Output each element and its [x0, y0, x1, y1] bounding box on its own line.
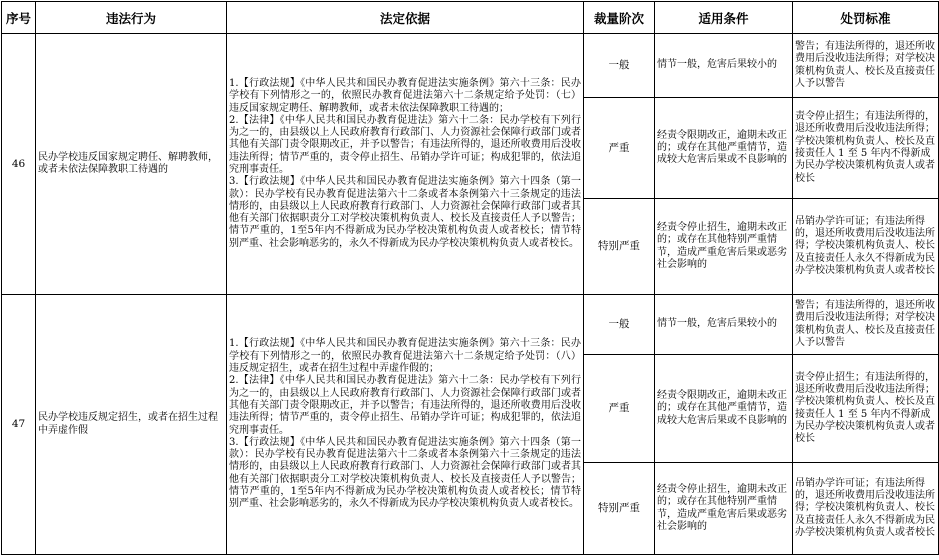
header-violation: 违法行为: [36, 2, 227, 34]
level-label: 特别严重: [584, 199, 655, 295]
basis-item: 1.【行政法规】《中华人民共和国民办教育促进法实施条例》第六十三条：民办学校有下列情形之一的，依照民办教育促进法第六十二条规定给予处罚：（七）违反国家规定聘任、解聘教师，或者未依法保障教职工待遇的；: [229, 77, 581, 114]
condition-text: 经责令停止招生，逾期未改正的；或存在其他特别严重情节，造成严重危害后果或恶劣社会影响的: [655, 463, 793, 555]
header-legal-basis: 法定依据: [227, 2, 584, 34]
header-row: [2, 2, 939, 34]
level-label: 一般: [584, 295, 655, 355]
level-label: 严重: [584, 355, 655, 463]
penalty-text: 警告；有违法所得的，退还所收费用后没收违法所得；对学校决策机构负责人、校长及直接责任人予以警告: [793, 34, 939, 98]
basis-item: 2.【法律】《中华人民共和国民办教育促进法》第六十二条：民办学校有下列行为之一的，由县级以上人民政府教育行政部门、人力资源社会保障行政部门或者其他有关部门责令限期改正，并予以警告；有违法所得的，退还所收费用后没收违法所得；情节严重的，责令停止招生、吊销办学许可证；构成犯罪的，依法追究刑事责任。: [229, 114, 581, 175]
header-serial: 序号: [2, 2, 36, 34]
penalty-text: 责令停止招生；有违法所得的，退还所收费用后没收违法所得；学校决策机构负责人、校长及直接责任人 1 至 5 年内不得新成为民办学校决策机构负责人或者校长: [793, 98, 939, 199]
row-serial: 47: [2, 295, 36, 555]
condition-text: 情节一般，危害后果较小的: [655, 34, 793, 98]
row-violation: 民办学校违反规定招生，或者在招生过程中弄虚作假: [36, 295, 227, 555]
condition-text: 经责令停止招生，逾期未改正的；或存在其他特别严重情节，造成严重危害后果或恶劣社会影响的: [655, 199, 793, 295]
row-violation: 民办学校违反国家规定聘任、解聘教师，或者未依法保障教职工待遇的: [36, 34, 227, 295]
basis-item: 2.【法律】《中华人民共和国民办教育促进法》第六十二条：民办学校有下列行为之一的，由县级以上人民政府教育行政部门、人力资源社会保障行政部门或者其他有关部门责令限期改正，并予以警告；有违法所得的，退还所收费用后没收违法所得；情节严重的，责令停止招生、吊销办学许可证；构成犯罪的，依法追究刑事责任。: [229, 375, 581, 436]
basis-item: 1.【行政法规】《中华人民共和国民办教育促进法实施条例》第六十三条：民办学校有下列情形之一的，依照民办教育促进法第六十二条规定给予处罚：（八）违反规定招生，或者在招生过程中弄虚作假的；: [229, 338, 581, 375]
header-applicable-conditions: 适用条件: [655, 2, 793, 34]
penalty-text: 警告；有违法所得的，退还所收费用后没收违法所得；对学校决策机构负责人、校长及直接责任人予以警告: [793, 295, 939, 355]
basis-item: 3.【行政法规】《中华人民共和国民办教育促进法实施条例》第六十四条（第一款）：民办学校有民办教育促进法第六十二条或者本条例第六十三条规定的违法情形的，由县级以上人民政府教育行政部门、人力资源社会保障行政部门或者其他有关部门依据职责分工对学校决策机构负责人、校长及直接责任人予以警告；情节严重的，1至5年内不得新成为民办学校决策机构负责人或者校长；情节特别严重、社会影响恶劣的，永久不得新成为民办学校决策机构负责人或者校长。: [229, 436, 581, 510]
header-discretion-level: 裁量阶次: [584, 2, 655, 34]
row-serial: 46: [2, 34, 36, 295]
row-legal-basis: [227, 34, 584, 295]
header-penalty-standard: 处罚标准: [793, 2, 939, 34]
level-label: 严重: [584, 98, 655, 199]
condition-text: 经责令限期改正，逾期未改正的；或存在其他严重情节，造成较大危害后果或不良影响的: [655, 355, 793, 463]
penalty-text: 责令停止招生；有违法所得的，退还所收费用后没收违法所得；学校决策机构负责人、校长及直接责任人 1 至 5 年内不得新成为民办学校决策机构负责人或者校长: [793, 355, 939, 463]
table-row: [2, 34, 939, 98]
penalty-text: 吊销办学许可证；有违法所得的，退还所收费用后没收违法所得；学校决策机构负责人、校长及直接责任人永久不得新成为民办学校决策机构负责人或者校长: [793, 199, 939, 295]
penalty-table: [1, 1, 939, 555]
row-legal-basis: [227, 295, 584, 555]
level-label: 一般: [584, 34, 655, 98]
basis-item: 3.【行政法规】《中华人民共和国民办教育促进法实施条例》第六十四条（第一款）：民办学校有民办教育促进法第六十二条或者本条例第六十三条规定的违法情形的，由县级以上人民政府教育行政部门、人力资源社会保障行政部门或者其他有关部门依据职责分工对学校决策机构负责人、校长及直接责任人予以警告；情节严重的，1至5年内不得新成为民办学校决策机构负责人或者校长；情节特别严重、社会影响恶劣的，永久不得新成为民办学校决策机构负责人或者校长。: [229, 176, 581, 249]
condition-text: 经责令限期改正，逾期未改正的；或存在其他严重情节，造成较大危害后果或不良影响的: [655, 98, 793, 199]
level-label: 特别严重: [584, 463, 655, 555]
penalty-text: 吊销办学许可证；有违法所得的，退还所收费用后没收违法所得；学校决策机构负责人、校长及直接责任人永久不得新成为民办学校决策机构负责人或者校长: [793, 463, 939, 555]
condition-text: 情节一般，危害后果较小的: [655, 295, 793, 355]
table-row: [2, 295, 939, 355]
